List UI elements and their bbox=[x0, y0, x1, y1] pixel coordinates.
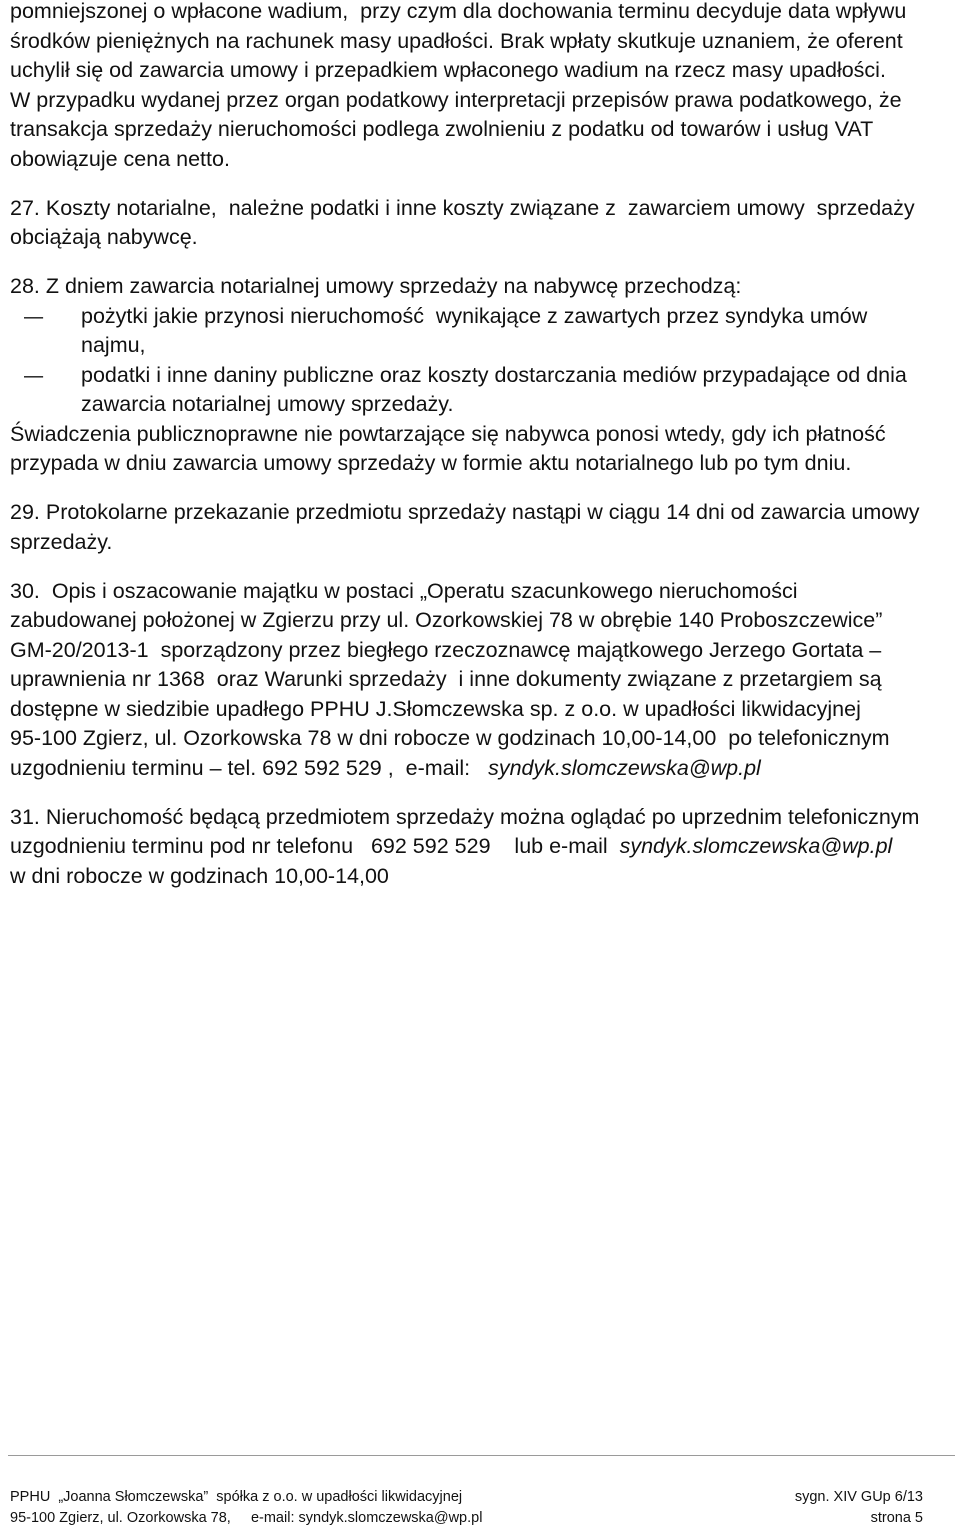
text-line: zawarcia notarialnej umowy sprzedaży. bbox=[81, 392, 454, 416]
text-line: GM-20/2013-1 sporządzony przez biegłego rzeczoznawcę majątkowego Jerzego Gortata – bbox=[10, 637, 882, 662]
text-line: środków pieniężnych na rachunek masy upadłości. Brak wpłaty skutkuje uznaniem, że oferent bbox=[10, 28, 903, 53]
text-line-with-email bbox=[10, 832, 950, 862]
paragraph-bid-terms bbox=[10, 0, 950, 174]
text-line: 27. Koszty notarialne, należne podatki i inne koszty związane z zawarciem umowy sprzedaży bbox=[10, 195, 915, 220]
email-address: syndyk.slomczewska@wp.pl bbox=[488, 755, 761, 780]
page-footer bbox=[10, 1487, 923, 1529]
item-30-valuation-documents bbox=[10, 577, 950, 784]
text-line: uchylił się od zawarcia umowy i przepadkiem wpłaconego wadium na rzecz masy upadłości. bbox=[10, 58, 886, 82]
text-line: W przypadku wydanej przez organ podatkowy interpretacji przepisów prawa podatkowego, że bbox=[10, 87, 902, 112]
text-line: dostępne w siedzibie upadłego PPHU J.Słomczewska sp. z o.o. w upadłości likwidacyjnej bbox=[10, 696, 861, 721]
bullet-item bbox=[10, 361, 950, 420]
text-line: transakcja sprzedaży nieruchomości podlega zwolnieniu z podatku od towarów i usług VAT bbox=[10, 117, 874, 141]
text-line-with-email bbox=[10, 754, 950, 784]
footer-address: 95-100 Zgierz, ul. Ozorkowska 78, e-mail: syndyk.slomczewska@wp.pl bbox=[10, 1510, 483, 1526]
item-28-transfer-of-benefits bbox=[10, 272, 950, 479]
item-29-handover bbox=[10, 498, 950, 557]
footer-case-reference: sygn. XIV GUp 6/13 bbox=[794, 1489, 923, 1505]
text-line: uprawnienia nr 1368 oraz Warunki sprzedaży i inne dokumenty związane z przetargiem są bbox=[10, 667, 882, 691]
bullet-item bbox=[10, 302, 950, 361]
contact-text: uzgodnieniu terminu – tel. 692 592 529 , e-mail: bbox=[10, 755, 489, 780]
text-line: obowiązuje cena netto. bbox=[10, 146, 230, 171]
footer-company: PPHU „Joanna Słomczewska” spółka z o.o. w upadłości likwidacyjnej bbox=[10, 1489, 463, 1505]
contact-text: uzgodnieniu terminu pod nr telefonu 692 592 529 lub e-mail bbox=[10, 834, 620, 858]
text-line: przypada w dniu zawarcia umowy sprzedaży w formie aktu notarialnego lub po tym dniu. bbox=[10, 451, 852, 475]
text-line: 30. Opis i oszacowanie majątku w postaci „Operatu szacunkowego nieruchomości bbox=[10, 578, 798, 603]
page-number: strona 5 bbox=[870, 1510, 923, 1526]
item-heading: 28. Z dniem zawarcia notarialnej umowy sprzedaży na nabywcę przechodzą: bbox=[10, 274, 742, 298]
text-line: najmu, bbox=[81, 333, 146, 357]
dash-bullet-icon: – bbox=[24, 303, 44, 328]
text-line: w dni robocze w godzinach 10,00-14,00 bbox=[10, 863, 389, 888]
document-body bbox=[10, 0, 950, 911]
item-27-notary-costs bbox=[10, 194, 950, 253]
text-line: pomniejszonej o wpłacone wadium, przy czym dla dochowania terminu decyduje data wpływu bbox=[10, 0, 907, 23]
email-address: syndyk.slomczewska@wp.pl bbox=[619, 834, 893, 858]
text-line: 31. Nieruchomość będącą przedmiotem sprzedaży można oglądać po uprzednim telefonicznym bbox=[10, 804, 920, 829]
footer-row bbox=[10, 1508, 923, 1529]
text-line: zabudowanej położonej w Zgierzu przy ul. Ozorkowskiej 78 w obrębie 140 Proboszczewice” bbox=[10, 608, 883, 632]
text-line: pożytki jakie przynosi nieruchomość wynikające z zawartych przez syndyka umów bbox=[81, 303, 868, 328]
text-line: obciążają nabywcę. bbox=[10, 225, 198, 249]
text-line: podatki i inne daniny publiczne oraz koszty dostarczania mediów przypadające od dnia bbox=[81, 362, 907, 387]
text-line: sprzedaży. bbox=[10, 529, 113, 554]
dash-bullet-icon: – bbox=[24, 362, 44, 387]
text-line: Świadczenia publicznoprawne nie powtarzające się nabywca ponosi wtedy, gdy ich płatność bbox=[10, 421, 886, 446]
text-line: 95-100 Zgierz, ul. Ozorkowska 78 w dni robocze w godzinach 10,00-14,00 po telefonicznym bbox=[10, 726, 890, 750]
footer-row bbox=[10, 1487, 923, 1508]
text-line: 29. Protokolarne przekazanie przedmiotu sprzedaży nastąpi w ciągu 14 dni od zawarcia umowy bbox=[10, 500, 920, 524]
footer-divider bbox=[8, 1455, 955, 1456]
item-31-viewing bbox=[10, 803, 950, 892]
